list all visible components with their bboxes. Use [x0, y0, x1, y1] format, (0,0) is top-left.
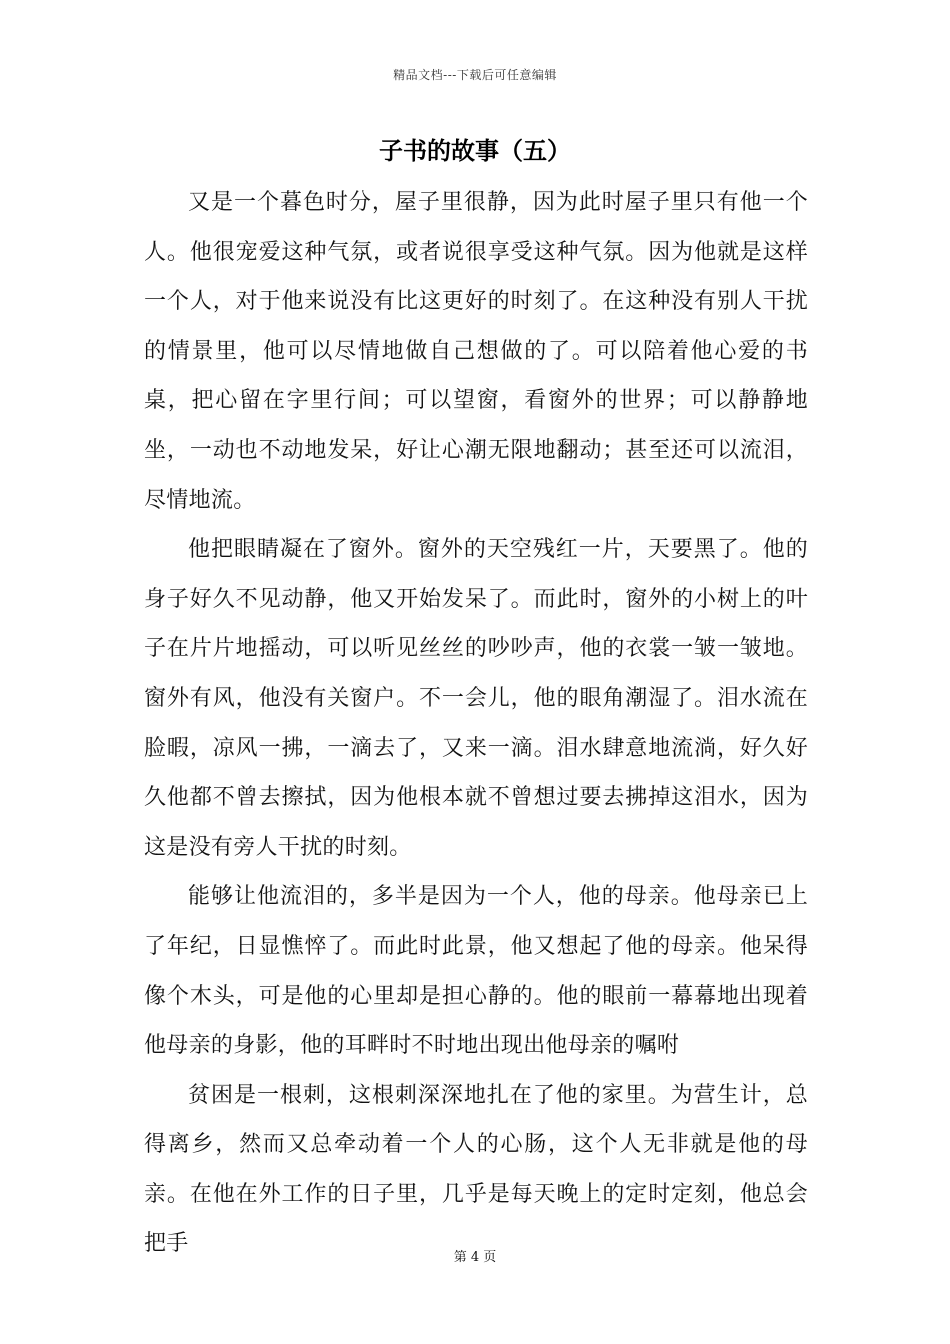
document-title: 子书的故事（五） [379, 136, 571, 165]
paragraph: 又是一个暮色时分，屋子里很静，因为此时屋子里只有他一个人。他很宠爱这种气氛，或者说很享受这种气氛。因为他就是这样一个人，对于他来说没有比这更好的时刻了。在这种没有别人干扰的情景里，他可以尽情地做自己想做的了。可以陪着他心爱的书桌，把心留在字里行间；可以望窗，看窗外的世界；可以静静地坐，一动也不动地发呆，好让心潮无限地翻动；甚至还可以流泪，尽情地流。 [144, 190, 808, 513]
paragraph: 能够让他流泪的，多半是因为一个人，他的母亲。他母亲已上了年纪，日显憔悴了。而此时此景，他又想起了他的母亲。他呆得像个木头，可是他的心里却是担心静的。他的眼前一幕幕地出现着他母亲的身影，他的耳畔时不时地出现出他母亲的嘱咐 [144, 884, 808, 1059]
page-number: 第 4 页 [453, 1250, 497, 1265]
paragraph: 他把眼睛凝在了窗外。窗外的天空残红一片，天要黑了。他的身子好久不见动静，他又开始发呆了。而此时，窗外的小树上的叶子在片片地摇动，可以听见丝丝的吵吵声，他的衣裳一皱一皱地。窗外有风，他没有关窗户。不一会儿，他的眼角潮湿了。泪水流在脸暇，凉风一拂，一滴去了，又来一滴。泪水肆意地流淌，好久好久他都不曾去擦拭，因为他根本就不曾想过要去拂掉这泪水，因为这是没有旁人干扰的时刻。 [144, 537, 808, 860]
paragraph: 贫困是一根刺，这根刺深深地扎在了他的家里。为营生计，总得离乡，然而又总牵动着一个人的心肠，这个人无非就是他的母亲。在他在外工作的日子里，几乎是每天晚上的定时定刻，他总会把手 [144, 1082, 808, 1257]
document-body [144, 178, 808, 1269]
page-header: 精品文档---下载后可任意编辑 [393, 68, 557, 82]
